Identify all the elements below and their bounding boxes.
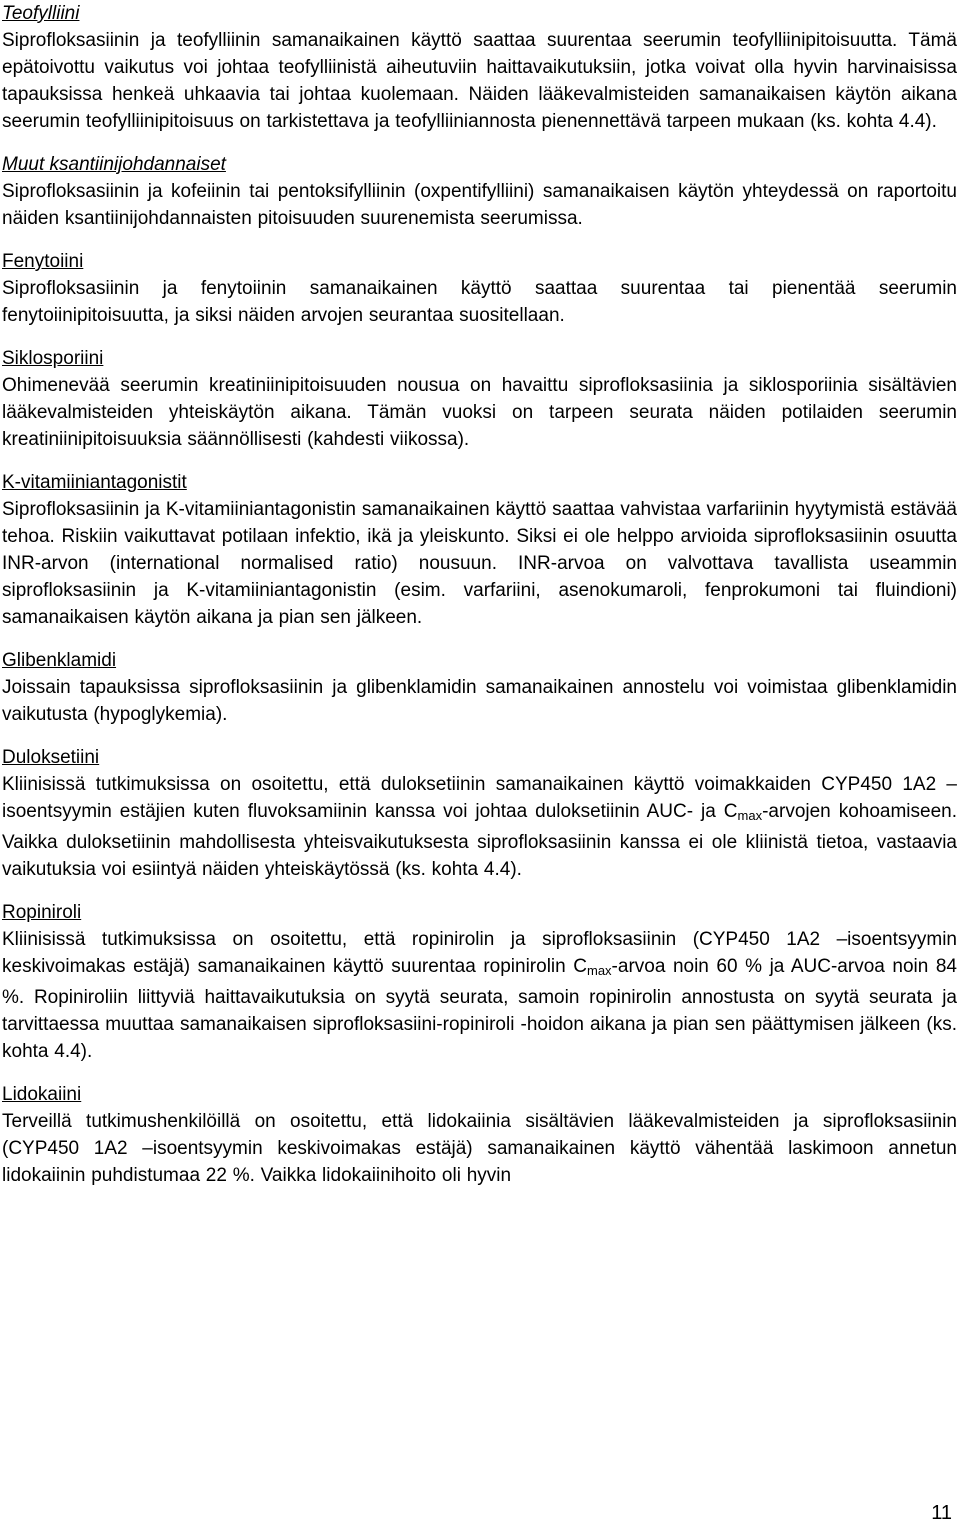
section-body <box>2 926 957 1065</box>
document-content <box>2 0 957 1205</box>
section-muut-ksantiinijohdannaiset <box>2 151 957 232</box>
section-body: Siprofloksasiinin ja K-vitamiiniantagonistin samanaikainen käyttö saattaa vahvistaa varfariinin hyytymistä estävää tehoa. Riskiin vaikuttavat potilaan infektio, ikä ja yleiskunto. Siksi ei ole helppo arvioida siprofloksasiinin osuutta INR-arvon (international normalised ratio) nousuun. INR-arvoa on valvottava tavallista useammin siprofloksasiinin ja K-vitamiiniantagonistin (esim. varfariini, asenokumaroli, fenprokumoni tai fluindioni) samanaikaisen käytön aikana ja pian sen jälkeen. <box>2 499 957 628</box>
subscript-max: max <box>586 963 612 978</box>
section-body: Siprofloksasiinin ja kofeiinin tai pentoksifylliinin (oxpentifylliini) samanaikaisen käytön yhteydessä on raportoitu näiden ksantiinijohdannaisten pitoisuuden suurenemista seerumissa. <box>2 181 957 229</box>
section-body: Siprofloksasiinin ja teofylliinin samanaikainen käyttö saattaa suurentaa seerumin teofylliinipitoisuutta. Tämä epätoivottu vaikutus voi johtaa teofylliinistä aiheutuviin haittavaikutuksiin, jotka voivat olla hyvin harvinaisissa tapauksissa henkeä uhkaavia tai johtaa kuolemaan. Näiden lääkevalmisteiden samanaikaisen käytön aikana seerumin teofylliinipitoisuus on tarkistettava ja teofylliiniannosta pienennettävä tarpeen mukaan (ks. kohta 4.4). <box>2 30 957 132</box>
section-lidokaiini <box>2 1081 957 1189</box>
section-heading: Siklosporiini <box>2 348 104 369</box>
section-body: Siprofloksasiinin ja fenytoiinin samanaikainen käyttö saattaa suurentaa tai pienentää seerumin fenytoiinipitoisuutta, ja siksi näiden arvojen seurantaa suositellaan. <box>2 278 957 326</box>
section-ropiniroli <box>2 899 957 1065</box>
section-body: Joissain tapauksissa siprofloksasiinin ja glibenklamidin samanaikainen annostelu voi voimistaa glibenklamidin vaikutusta (hypoglykemia). <box>2 677 957 725</box>
section-heading: Fenytoiini <box>2 251 84 272</box>
page-number: 11 <box>931 1502 952 1524</box>
section-siklosporiini <box>2 345 957 453</box>
section-heading: K-vitamiiniantagonistit <box>2 472 187 493</box>
section-k-vitamiiniantagonistit <box>2 469 957 631</box>
body-text-part: -arvoa noin 60 % ja AUC-arvoa noin 84 %. Ropiniroliin liittyviä haittavaikutuksia on syytä seurata, samoin ropinirolin annostusta on syytä seurata ja tarvittaessa muuttaa samanaikaisen siprofloksasiini-ropiniroli -hoidon aikana ja pian sen päättymisen jälkeen (ks. kohta 4.4). <box>2 956 957 1062</box>
section-body <box>2 771 957 883</box>
section-glibenklamidi <box>2 647 957 728</box>
section-heading: Glibenklamidi <box>2 650 117 671</box>
section-heading: Duloksetiini <box>2 747 100 768</box>
section-heading: Muut ksantiinijohdannaiset <box>2 154 226 175</box>
section-teofylliini <box>2 0 957 135</box>
body-text-part: Kliinisissä tutkimuksissa on osoitettu, että ropinirolin ja siprofloksasiinin (CYP450 1A2 –isoentsyymin keskivoimakas estäjä) samanaikainen käyttö suurentaa ropinirolin C <box>2 929 957 977</box>
section-heading: Lidokaiini <box>2 1084 82 1105</box>
section-heading: Teofylliini <box>2 3 80 24</box>
section-duloksetiini <box>2 744 957 883</box>
body-text-part: -arvojen kohoamiseen. Vaikka duloksetiinin mahdollisesta yhteisvaikutuksesta siprofloksasiinin kanssa ei ole kliinistä tietoa, vastaavia vaikutuksia voi esiintyä näiden yhteiskäytössä (ks. kohta 4.4). <box>2 801 958 880</box>
section-fenytoiini <box>2 248 957 329</box>
section-body: Terveillä tutkimushenkilöillä on osoitettu, että lidokaiinia sisältävien lääkevalmisteiden ja siprofloksasiinin (CYP450 1A2 –isoentsyymin keskivoimakas estäjä) samanaikainen käyttö vähentää laskimoon annetun lidokaiinin puhdistumaa 22 %. Vaikka lidokaiinihoito oli hyvin <box>2 1111 957 1186</box>
section-heading: Ropiniroli <box>2 902 82 923</box>
body-text-part: Kliinisissä tutkimuksissa on osoitettu, että duloksetiinin samanaikainen käyttö voimakkaiden CYP450 1A2 –isoentsyymin estäjien kuten fluvoksamiinin kanssa voi johtaa duloksetiinin AUC- ja C <box>2 774 957 822</box>
section-body: Ohimenevää seerumin kreatiniinipitoisuuden nousua on havaittu siprofloksasiinia ja siklosporiinia sisältävien lääkevalmisteiden yhteiskäytön aikana. Tämän vuoksi on tarpeen seurata näiden potilaiden seerumin kreatiniinipitoisuuksia säännöllisesti (kahdesti viikossa). <box>2 375 957 450</box>
subscript-max: max <box>737 808 763 823</box>
